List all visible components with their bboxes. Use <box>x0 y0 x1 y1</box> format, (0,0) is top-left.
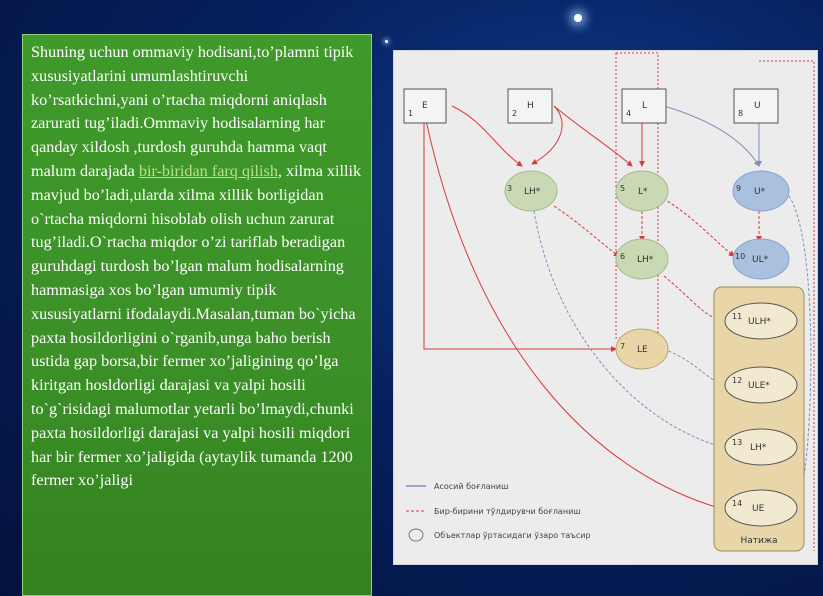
svg-text:E: E <box>422 101 428 111</box>
glow-star <box>385 40 388 43</box>
top-box-e <box>404 89 446 123</box>
legend-ellipse <box>409 529 423 541</box>
svg-text:LH*: LH* <box>637 255 654 265</box>
svg-text:8: 8 <box>738 109 744 118</box>
svg-text:ULH*: ULH* <box>748 317 771 327</box>
legend-item-interaction: Объектлар ўртасидаги ўзаро таъсир <box>434 531 591 540</box>
svg-text:U*: U* <box>754 187 766 197</box>
svg-text:6: 6 <box>620 252 626 261</box>
svg-text:4: 4 <box>626 109 632 118</box>
svg-text:H: H <box>527 101 534 111</box>
node-14 <box>725 490 797 526</box>
node-6 <box>616 239 668 279</box>
node-12 <box>725 367 797 403</box>
svg-text:L: L <box>642 101 648 111</box>
svg-text:5: 5 <box>620 184 626 193</box>
paragraph-text-end: , xilma xillik mavjud bo’ladi,ularda xilma xillik borligidan o`rtacha miqdorni hisoblab olish uchun zarurat tug’iladi.O`rtacha miqdor o’zi tariflab beradigan guruhdagi turdosh bo’lgan malum hodisalarning hammasiga xos bo’lgan umumiy tipik xususiyatlarni ifodalaydi.Masalan,tuman bo`yicha paxta hosildorligini o`rganib,unga baho berish ustida gap borsa,bir fermer xo’jaligining qo’lga kiritgan hosldorligi darajasi va yalpi hosili to`g`risidagi malumotlar yetarli bo’lmaydi,chunki paxta hosildorligi darajasi va yalpi hosili miqdori har bir fermer xo’jaligida (aytaylik tumanda 1200 fermer xo’jaligi <box>31 161 362 490</box>
svg-text:11: 11 <box>732 312 743 321</box>
svg-text:13: 13 <box>732 438 743 447</box>
glow-star <box>574 14 582 22</box>
svg-text:LE: LE <box>637 345 648 355</box>
top-box-l <box>622 89 666 123</box>
svg-text:9: 9 <box>736 184 742 193</box>
node-9 <box>733 171 789 211</box>
top-box-h <box>508 89 552 123</box>
connector-line <box>424 111 616 349</box>
svg-text:L*: L* <box>638 187 648 197</box>
svg-text:UL*: UL* <box>752 255 769 265</box>
svg-text:10: 10 <box>735 252 746 261</box>
paragraph-text-start: Shuning uchun ommaviy hodisani,to’plamni tipik xususiyatlarini umumlashtiruvchi ko’rsatkichni,yani o’rtacha miqdorni aniqlash zarurati tug’iladi.Ommaviy hodisalarning har qanday xildosh ,turdosh guruhda hamma vaqt malum darajada <box>31 43 354 180</box>
node-3 <box>505 171 557 211</box>
svg-text:ULE*: ULE* <box>748 381 770 391</box>
svg-text:LH*: LH* <box>524 187 541 197</box>
node-13 <box>725 429 797 465</box>
svg-text:UE: UE <box>752 504 765 514</box>
legend-item-complementary: Бир-бирини тўлдирувчи боғланиш <box>434 507 581 516</box>
node-11 <box>725 303 797 339</box>
text-panel <box>22 34 372 596</box>
relationship-diagram <box>394 51 819 566</box>
svg-text:7: 7 <box>620 342 626 351</box>
connector-line <box>554 106 632 166</box>
svg-text:LH*: LH* <box>750 443 767 453</box>
connector-line <box>424 111 719 508</box>
body-paragraph <box>31 41 364 493</box>
connector-line <box>659 196 734 256</box>
diagram-panel <box>393 50 818 565</box>
node-7 <box>616 329 668 369</box>
connector-line <box>664 349 719 383</box>
result-group-label: Натижа <box>740 536 778 546</box>
svg-text:U: U <box>754 101 761 111</box>
node-10 <box>733 239 789 279</box>
connector-line <box>554 206 619 256</box>
legend <box>406 482 591 541</box>
node-5 <box>616 171 668 211</box>
svg-text:3: 3 <box>507 184 513 193</box>
svg-text:1: 1 <box>408 109 414 118</box>
svg-text:12: 12 <box>732 376 743 385</box>
connector-line <box>664 276 719 319</box>
top-box-u <box>734 89 778 123</box>
term-link[interactable]: bir-biridan farq qilish <box>138 161 278 180</box>
svg-text:14: 14 <box>732 499 743 508</box>
svg-text:2: 2 <box>512 109 518 118</box>
legend-item-main: Асосий боғланиш <box>434 482 509 491</box>
